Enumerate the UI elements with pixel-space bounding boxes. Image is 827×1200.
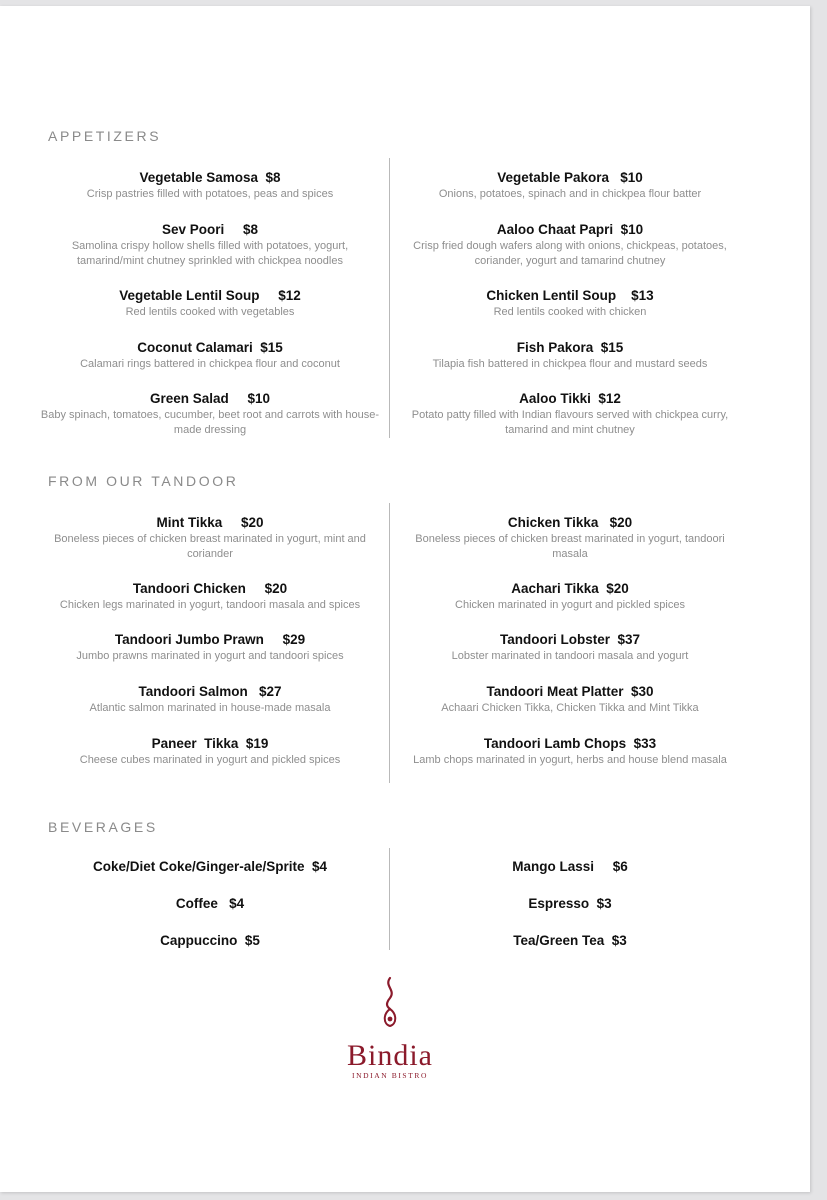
item-name-price: Coconut Calamari $15 bbox=[137, 340, 283, 355]
item-name-price: Green Salad $10 bbox=[149, 391, 271, 406]
section-title-tandoor: FROM OUR TANDOOR bbox=[48, 473, 239, 489]
menu-item bbox=[400, 287, 740, 320]
menu-item bbox=[40, 683, 380, 716]
appetizers-section bbox=[0, 158, 780, 438]
item-name-price: Vegetable Lentil Soup $12 bbox=[119, 288, 301, 303]
item-description: Chicken legs marinated in yogurt, tandoori masala and spices bbox=[59, 599, 361, 611]
bindia-logo bbox=[330, 976, 450, 1080]
menu-item bbox=[40, 390, 380, 438]
item-description: Crisp fried dough wafers along with onions, chickpeas, potatoes, coriander, yogurt and tamarind chutney bbox=[413, 240, 727, 267]
item-name-price: Tandoori Chicken $20 bbox=[132, 581, 288, 596]
column-divider bbox=[389, 158, 390, 438]
item-name-price: Mango Lassi $6 bbox=[512, 859, 628, 874]
item-name-price: Paneer Tikka $19 bbox=[151, 736, 269, 751]
section-title-beverages: BEVERAGES bbox=[48, 819, 158, 835]
menu-item bbox=[400, 514, 740, 562]
item-description: Achaari Chicken Tikka, Chicken Tikka and Mint Tikka bbox=[441, 702, 699, 714]
menu-item bbox=[40, 735, 380, 768]
logo-wordmark: Bindia bbox=[347, 1039, 433, 1072]
menu-item bbox=[40, 514, 380, 562]
menu-item bbox=[40, 932, 380, 949]
item-description: Samolina crispy hollow shells filled with potatoes, yogurt, tamarind/mint chutney sprinkled with chickpea noodles bbox=[71, 240, 349, 267]
item-description: Onions, potatoes, spinach and in chickpea flour batter bbox=[438, 188, 702, 200]
item-name-price: Chicken Tikka $20 bbox=[507, 515, 633, 530]
item-description: Lobster marinated in tandoori masala and yogurt bbox=[451, 650, 689, 662]
item-description: Calamari rings battered in chickpea flour and coconut bbox=[80, 358, 340, 370]
item-description: Red lentils cooked with chicken bbox=[493, 306, 647, 318]
item-description: Red lentils cooked with vegetables bbox=[125, 306, 295, 318]
item-name-price: Aachari Tikka $20 bbox=[511, 581, 629, 596]
item-description: Lamb chops marinated in yogurt, herbs and house blend masala bbox=[413, 754, 727, 766]
item-name-price: Tandoori Salmon $27 bbox=[138, 684, 282, 699]
item-name-price: Aaloo Tikki $12 bbox=[519, 391, 621, 406]
item-name-price: Coke/Diet Coke/Ginger-ale/Sprite $4 bbox=[92, 859, 328, 874]
section-title-appetizers: APPETIZERS bbox=[48, 128, 162, 144]
item-name-price: Tandoori Jumbo Prawn $29 bbox=[114, 632, 306, 647]
item-name-price: Fish Pakora $15 bbox=[516, 340, 624, 355]
menu-item bbox=[40, 858, 380, 875]
item-description: Baby spinach, tomatoes, cucumber, beet root and carrots with house-made dressing bbox=[40, 409, 380, 436]
item-description: Cheese cubes marinated in yogurt and pickled spices bbox=[79, 754, 341, 766]
item-name-price: Tandoori Lobster $37 bbox=[499, 632, 641, 647]
item-description: Chicken marinated in yogurt and pickled spices bbox=[455, 599, 685, 611]
menu-item bbox=[400, 858, 740, 875]
menu-item bbox=[40, 169, 380, 202]
menu-page bbox=[0, 6, 810, 1192]
menu-item bbox=[40, 287, 380, 320]
item-name-price: Espresso $3 bbox=[528, 896, 612, 911]
tandoor-section bbox=[0, 503, 780, 783]
logo-tagline: INDIAN BISTRO bbox=[351, 1071, 428, 1080]
menu-item bbox=[40, 631, 380, 664]
bindi-drop-icon bbox=[380, 976, 400, 1032]
item-name-price: Cappuccino $5 bbox=[160, 933, 260, 948]
column-divider bbox=[389, 503, 390, 783]
item-name-price: Sev Poori $8 bbox=[161, 222, 259, 237]
item-name-price: Mint Tikka $20 bbox=[156, 515, 264, 530]
menu-item bbox=[40, 895, 380, 912]
item-name-price: Tandoori Lamb Chops $33 bbox=[483, 736, 657, 751]
menu-item bbox=[400, 339, 740, 372]
item-description: Boneless pieces of chicken breast marinated in yogurt, tandoori masala bbox=[415, 533, 725, 560]
item-name-price: Chicken Lentil Soup $13 bbox=[486, 288, 654, 303]
menu-item bbox=[40, 221, 380, 269]
menu-item bbox=[400, 631, 740, 664]
menu-item bbox=[40, 580, 380, 613]
menu-item bbox=[400, 735, 740, 768]
menu-item bbox=[400, 683, 740, 716]
beverages-section bbox=[0, 848, 780, 950]
item-description: Boneless pieces of chicken breast marinated in yogurt, mint and coriander bbox=[54, 533, 366, 560]
item-name-price: Coffee $4 bbox=[175, 896, 245, 911]
menu-item bbox=[400, 390, 740, 438]
item-description: Tilapia fish battered in chickpea flour and mustard seeds bbox=[432, 358, 708, 370]
item-description: Atlantic salmon marinated in house-made masala bbox=[89, 702, 331, 714]
item-name-price: Aaloo Chaat Papri $10 bbox=[496, 222, 644, 237]
menu-item bbox=[400, 580, 740, 613]
item-name-price: Vegetable Pakora $10 bbox=[497, 170, 643, 185]
item-description: Potato patty filled with Indian flavours served with chickpea curry, tamarind and mint chutney bbox=[411, 409, 729, 436]
menu-item bbox=[400, 932, 740, 949]
column-divider bbox=[389, 848, 390, 950]
item-description: Jumbo prawns marinated in yogurt and tandoori spices bbox=[76, 650, 344, 662]
menu-item bbox=[400, 221, 740, 269]
item-name-price: Tea/Green Tea $3 bbox=[513, 933, 627, 948]
menu-item bbox=[400, 895, 740, 912]
menu-item bbox=[400, 169, 740, 202]
item-description: Crisp pastries filled with potatoes, peas and spices bbox=[86, 188, 334, 200]
item-name-price: Tandoori Meat Platter $30 bbox=[486, 684, 654, 699]
menu-item bbox=[40, 339, 380, 372]
item-name-price: Vegetable Samosa $8 bbox=[139, 170, 281, 185]
